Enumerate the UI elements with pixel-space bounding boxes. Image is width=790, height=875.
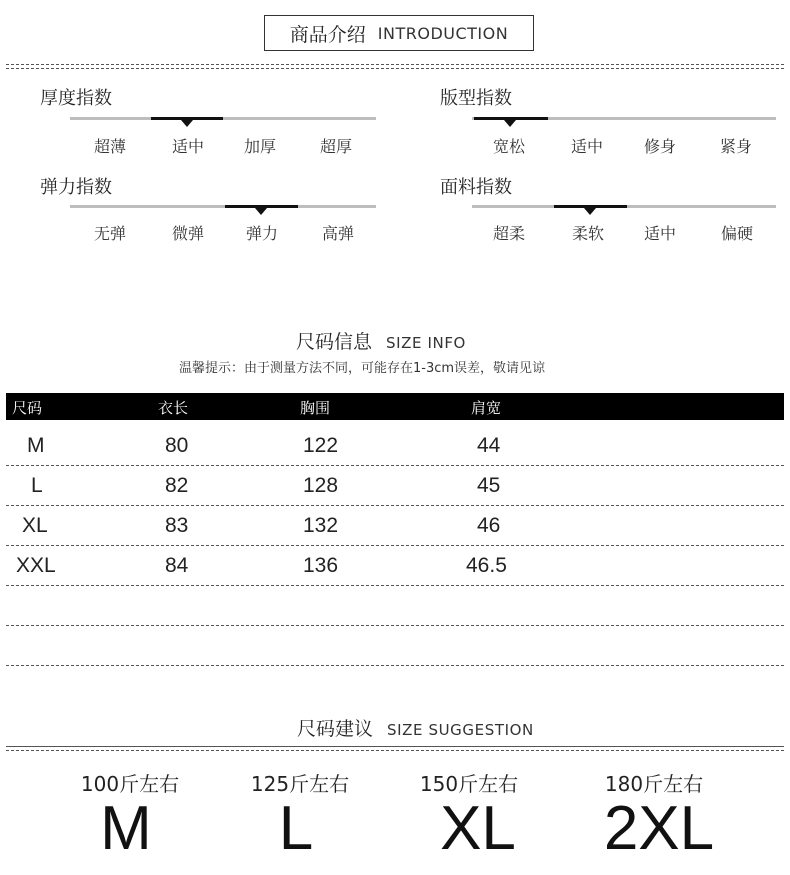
header-size: 尺码 (12, 399, 43, 417)
header-chest: 胸围 (300, 399, 331, 417)
suggestion-weight: 100斤左右 (80, 772, 180, 796)
thickness-option: 加厚 (243, 137, 276, 156)
fit-option: 适中 (570, 137, 603, 156)
table-cell-shoulder: 44 (477, 434, 501, 457)
fabric-option: 超柔 (492, 224, 525, 243)
suggestion-size: 2XL (603, 794, 715, 863)
fit-index-bar (472, 117, 776, 120)
table-cell-length: 82 (165, 474, 189, 497)
row-divider (6, 505, 784, 506)
fabric-index-bar (472, 205, 776, 208)
elasticity-option: 微弹 (171, 224, 204, 243)
table-cell-shoulder: 46 (477, 514, 501, 537)
table-cell-length: 84 (165, 554, 189, 577)
size-table-header (6, 393, 784, 420)
divider (6, 750, 784, 751)
fabric-option: 适中 (643, 224, 676, 243)
table-cell-length: 80 (165, 434, 189, 457)
row-divider (6, 545, 784, 546)
size-suggestion-title-cn: 尺码建议 (297, 718, 374, 740)
table-cell-shoulder: 46.5 (466, 554, 507, 577)
suggestion-size: M (100, 794, 152, 863)
fit-index-title: 版型指数 (440, 88, 512, 109)
table-cell-chest: 122 (303, 434, 339, 457)
table-cell-chest: 136 (303, 554, 339, 577)
table-cell-chest: 132 (303, 514, 339, 537)
elasticity-option: 高弹 (321, 224, 354, 243)
suggestion-size: XL (440, 794, 516, 863)
elasticity-selected-marker-icon (255, 208, 267, 215)
header-shoulder: 肩宽 (471, 399, 502, 417)
row-divider (6, 665, 784, 666)
row-divider (6, 465, 784, 466)
fabric-selected-marker-icon (584, 208, 596, 215)
size-suggestion-title (297, 714, 534, 741)
table-cell-length: 83 (165, 514, 189, 537)
suggestion-weight: 125斤左右 (250, 772, 350, 796)
table-cell-size: M (27, 434, 45, 457)
divider (6, 64, 784, 65)
thickness-option: 适中 (171, 137, 204, 156)
introduction-title-en: INTRODUCTION (377, 23, 509, 43)
fit-option: 修身 (643, 137, 676, 156)
table-cell-size: XL (22, 514, 48, 537)
introduction-title (264, 15, 534, 51)
suggestion-size: L (278, 794, 314, 863)
row-divider (6, 625, 784, 626)
table-cell-size: XXL (16, 554, 56, 577)
elasticity-index-title: 弹力指数 (40, 177, 112, 198)
fabric-index-title: 面料指数 (440, 177, 512, 198)
thickness-index-title: 厚度指数 (40, 88, 112, 109)
introduction-title-cn: 商品介绍 (289, 23, 366, 46)
table-cell-size: L (31, 474, 43, 497)
divider (6, 746, 784, 747)
fabric-option: 柔软 (571, 224, 604, 243)
elasticity-option: 弹力 (245, 224, 278, 243)
elasticity-index-bar (70, 205, 376, 208)
divider (6, 68, 784, 69)
size-info-title-cn: 尺码信息 (296, 331, 373, 353)
thickness-option: 超薄 (93, 137, 126, 156)
fabric-option: 偏硬 (720, 224, 753, 243)
size-info-title (296, 327, 466, 354)
suggestion-weight: 150斤左右 (419, 772, 519, 796)
header-length: 衣长 (158, 399, 189, 417)
thickness-option: 超厚 (319, 137, 352, 156)
elasticity-option: 无弹 (93, 224, 126, 243)
size-info-title-en: SIZE INFO (386, 334, 466, 352)
fit-selected-marker-icon (504, 120, 516, 127)
thickness-selected-marker-icon (181, 120, 193, 127)
measurement-note: 温馨提示：由于测量方法不同，可能存在1-3cm误差，敬请见谅 (179, 361, 546, 376)
size-suggestion-title-en: SIZE SUGGESTION (387, 721, 534, 739)
fit-option: 紧身 (719, 137, 752, 156)
row-divider (6, 585, 784, 586)
table-cell-shoulder: 45 (477, 474, 501, 497)
suggestion-weight: 180斤左右 (604, 772, 704, 796)
table-cell-chest: 128 (303, 474, 339, 497)
thickness-index-bar (70, 117, 376, 120)
fit-option: 宽松 (492, 137, 525, 156)
